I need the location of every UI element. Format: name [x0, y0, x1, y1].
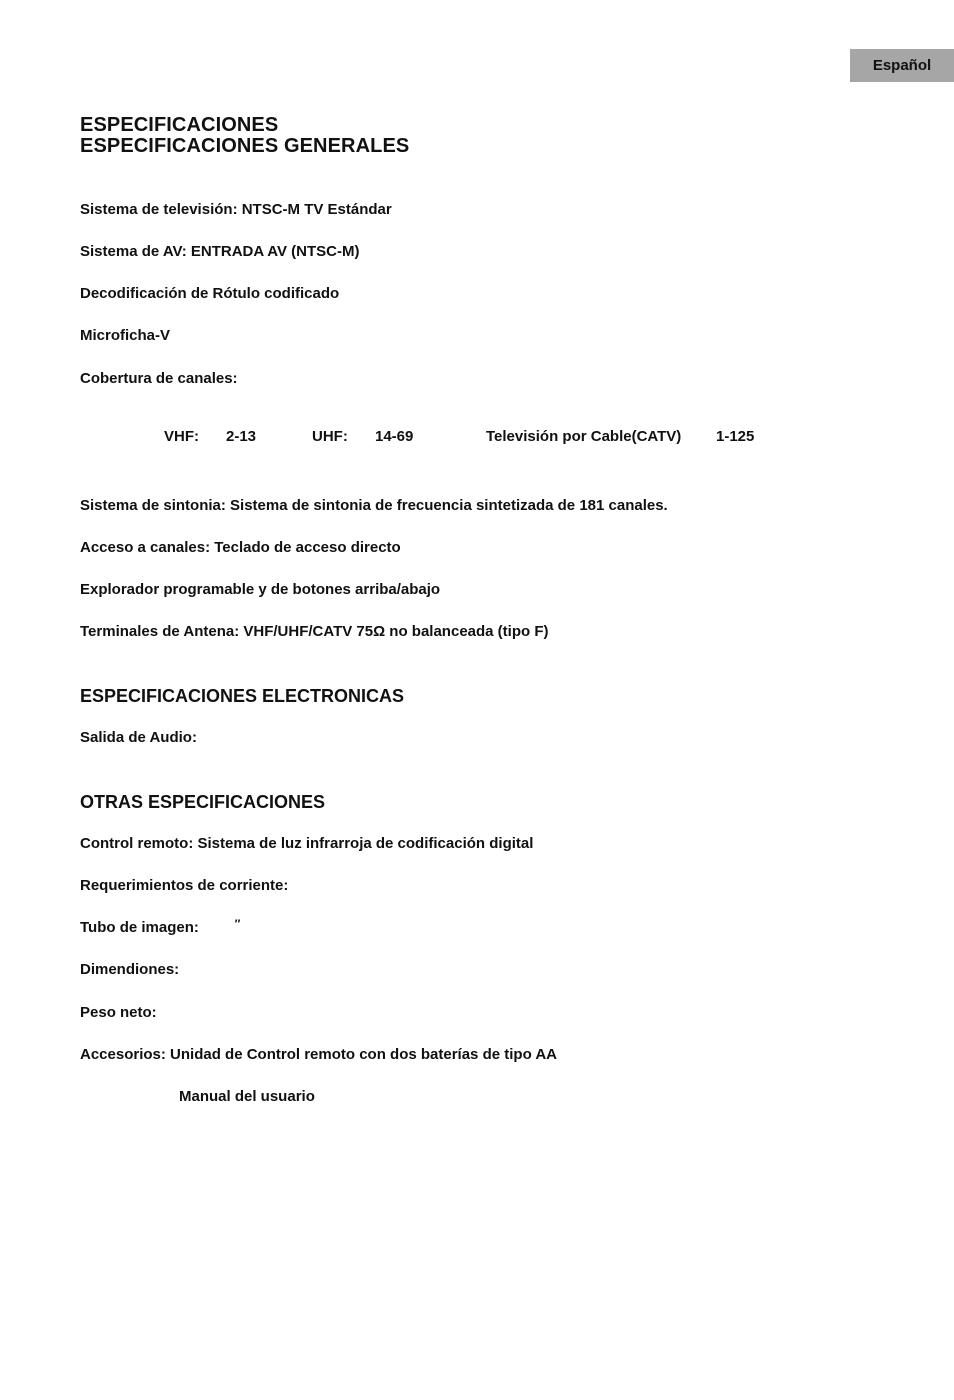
net-weight-line: Peso neto:	[80, 1004, 157, 1021]
remote-control-line: Control remoto: Sistema de luz infrarroja de codificación digital	[80, 835, 534, 852]
channel-coverage-line: Cobertura de canales:	[80, 370, 238, 387]
page-title: ESPECIFICACIONES	[80, 114, 279, 136]
user-manual-line: Manual del usuario	[179, 1088, 315, 1105]
vhf-label: VHF:	[164, 428, 199, 445]
antenna-line: Terminales de Antena: VHF/UHF/CATV 75Ω no balanceada (tipo F)	[80, 623, 549, 640]
electronic-specs-heading: ESPECIFICACIONES ELECTRONICAS	[80, 686, 405, 706]
language-tab: Español	[850, 49, 954, 82]
uhf-range: 14-69	[375, 428, 414, 445]
tv-system-line: Sistema de televisión: NTSC-M TV Estándar	[80, 201, 392, 218]
audio-output-line: Salida de Audio:	[80, 729, 197, 746]
general-specs-heading: ESPECIFICACIONES GENERALES	[80, 135, 410, 157]
tuning-system-line: Sistema de sintonia: Sistema de sintonia de frecuencia sintetizada de 181 canales.	[80, 497, 668, 514]
channel-access-line: Acceso a canales: Teclado de acceso directo	[80, 539, 401, 556]
uhf-label: UHF:	[312, 428, 348, 445]
dimensions-line: Dimendiones:	[80, 961, 180, 978]
other-specs-heading: OTRAS ESPECIFICACIONES	[80, 792, 326, 812]
caption-decoding-line: Decodificación de Rótulo codificado	[80, 285, 340, 302]
catv-label: Televisión por Cable(CATV)	[486, 428, 682, 445]
catv-range: 1-125	[716, 428, 755, 445]
scan-line: Explorador programable y de botones arriba/abajo	[80, 581, 441, 598]
power-requirements-line: Requerimientos de corriente:	[80, 877, 289, 894]
inch-mark: ″	[234, 917, 240, 931]
picture-tube-line: Tubo de imagen:	[80, 919, 199, 936]
vhf-range: 2-13	[226, 428, 257, 445]
av-system-line: Sistema de AV: ENTRADA AV (NTSC-M)	[80, 243, 360, 260]
accessories-line: Accesorios: Unidad de Control remoto con dos baterías de tipo AA	[80, 1046, 558, 1063]
vchip-line: Microficha-V	[80, 327, 171, 344]
